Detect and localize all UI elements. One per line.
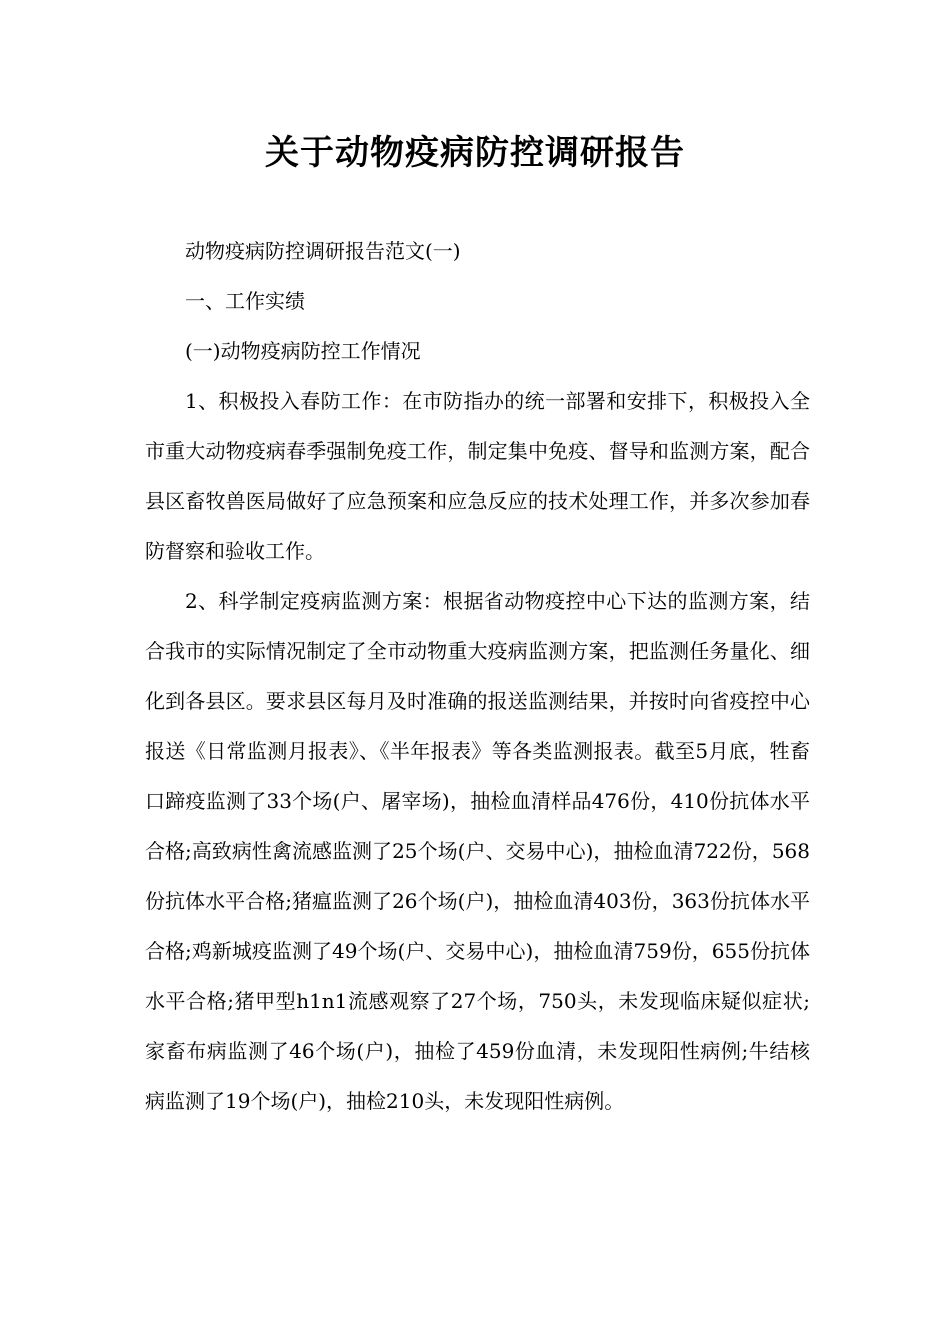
document-body	[145, 226, 810, 1126]
document-title: 关于动物疫病防控调研报告	[265, 133, 685, 173]
body-paragraph: 2、科学制定疫病监测方案：根据省动物疫控中心下达的监测方案，结合我市的实际情况制定了全市动物重大疫病监测方案，把监测任务量化、细化到各县区。要求县区每月及时准确的报送监测结果，并按时向省疫控中心报送《日常监测月报表》、《半年报表》等各类监测报表。截至5月底，牲畜口蹄疫监测了33个场(户、屠宰场)，抽检血清样品476份，410份抗体水平合格;高致病性禽流感监测了25个场(户、交易中心)，抽检血清722份，568份抗体水平合格;猪瘟监测了26个场(户)，抽检血清403份，363份抗体水平合格;鸡新城疫监测了49个场(户、交易中心)，抽检血清759份，655份抗体水平合格;猪甲型h1n1流感观察了27个场，750头，未发现临床疑似症状;家畜布病监测了46个场(户)，抽检了459份血清，未发现阳性病例;牛结核病监测了19个场(户)，抽检210头，未发现阳性病例。	[145, 589, 810, 1113]
section-heading: 一、工作实绩	[185, 289, 305, 313]
body-paragraph: 1、积极投入春防工作：在市防指办的统一部署和安排下，积极投入全市重大动物疫病春季强制免疫工作，制定集中免疫、督导和监测方案，配合县区畜牧兽医局做好了应急预案和应急反应的技术处理工作，并多次参加春防督察和验收工作。	[145, 389, 810, 563]
report-subtitle: 动物疫病防控调研报告范文(一)	[185, 239, 461, 263]
subsection-heading: (一)动物疫病防控工作情况	[185, 339, 421, 363]
